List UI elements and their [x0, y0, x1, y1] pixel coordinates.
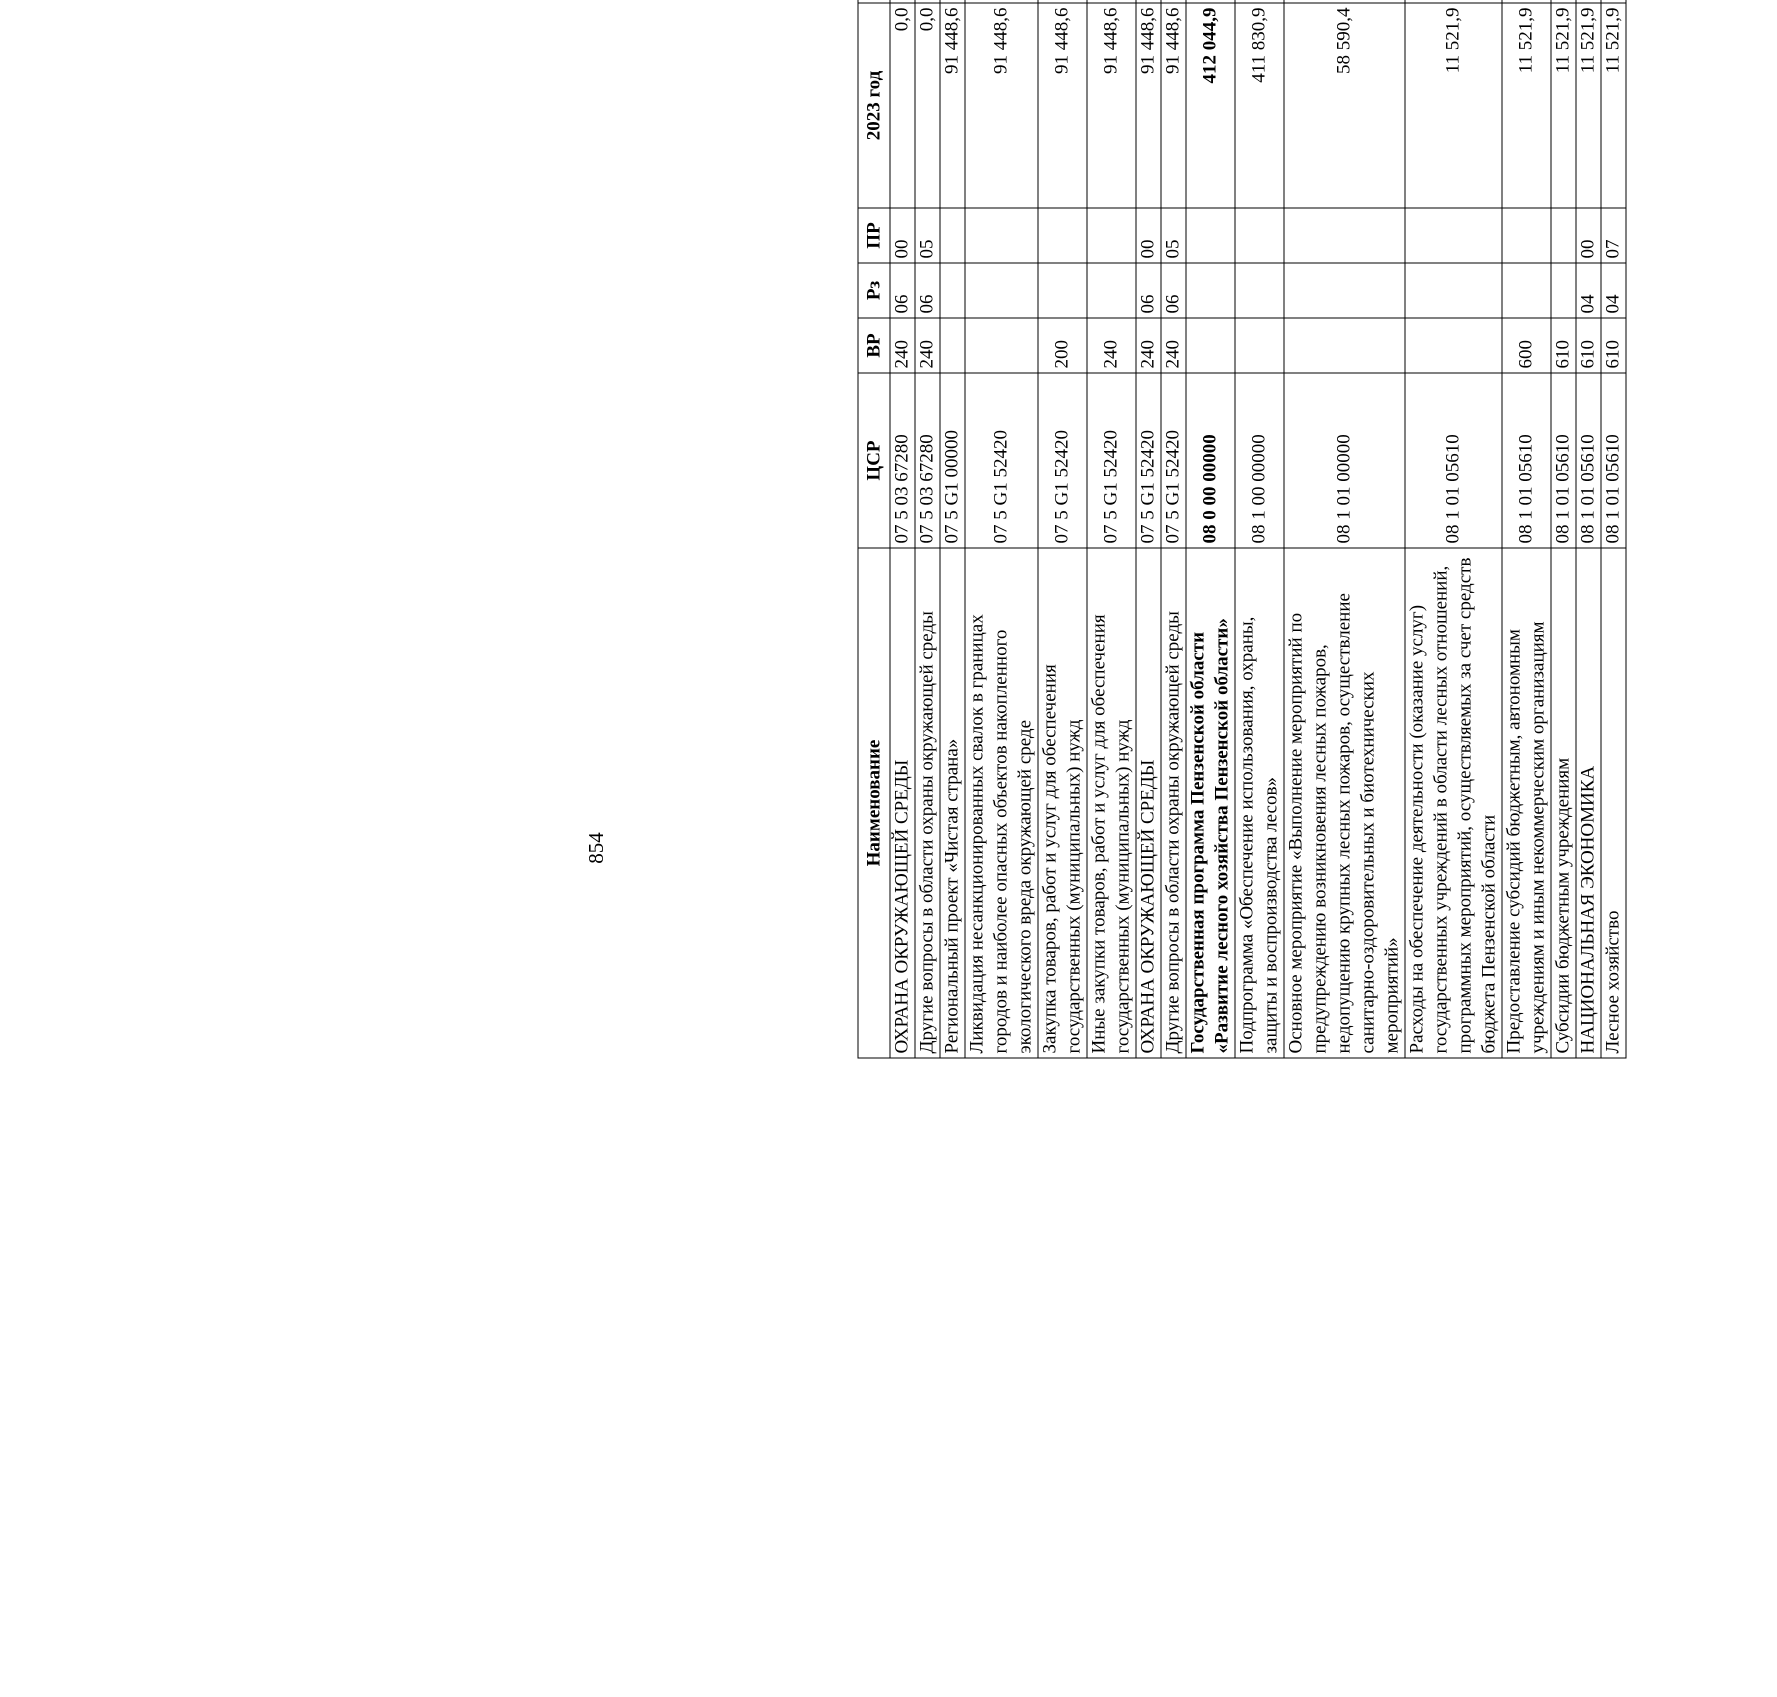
row-csr: 07 5 03 67280 — [890, 373, 915, 548]
row-rz: 06 — [1161, 263, 1186, 318]
row-rz: 06 — [890, 263, 915, 318]
header-2023: 2023 год — [858, 3, 890, 208]
row-2024 — [1284, 0, 1405, 3]
row-rz — [1284, 263, 1405, 318]
row-rz — [965, 263, 1038, 318]
row-2023: 91 448,6 — [1087, 3, 1136, 208]
row-2024 — [1576, 0, 1601, 3]
row-2023: 0,0 — [890, 3, 915, 208]
row-name: Иные закупки товаров, работ и услуг для обеспечения государственных (муниципальных) нужд — [1087, 548, 1136, 1058]
row-name: Закупка товаров, работ и услуг для обеспечения государственных (муниципальных) нужд — [1038, 548, 1087, 1058]
row-csr: 08 1 01 05610 — [1502, 373, 1551, 548]
header-pr: ПР — [858, 208, 890, 263]
row-2024 — [940, 0, 965, 3]
row-vr: 240 — [1136, 318, 1161, 373]
table-row — [1551, 0, 1576, 1058]
row-vr — [1284, 318, 1405, 373]
row-name: Подпрограмма «Обеспечение использования, охраны, защиты и воспроизводства лесов» — [1235, 548, 1284, 1058]
row-csr: 07 5 G1 52420 — [1087, 373, 1136, 548]
row-2023: 11 521,9 — [1601, 3, 1626, 208]
row-pr — [1405, 208, 1502, 263]
row-2023: 11 521,9 — [1502, 3, 1551, 208]
row-csr: 07 5 G1 52420 — [1136, 373, 1161, 548]
row-rz: 06 — [915, 263, 940, 318]
row-pr: 07 — [1601, 208, 1626, 263]
header-row — [858, 0, 890, 1058]
row-csr: 07 5 G1 52420 — [965, 373, 1038, 548]
row-2023: 11 521,9 — [1551, 3, 1576, 208]
row-2023: 91 448,6 — [1136, 3, 1161, 208]
row-pr: 00 — [1136, 208, 1161, 263]
rotated-table-wrapper — [857, 0, 1777, 1058]
row-pr — [1087, 208, 1136, 263]
row-2023: 58 590,4 — [1284, 3, 1405, 208]
row-2024 — [1601, 0, 1626, 3]
row-rz — [1502, 263, 1551, 318]
header-name: Наименование — [858, 548, 890, 1058]
row-name: Ликвидация несанкционированных свалок в границах городов и наиболее опасных объектов накопленного экологического вреда окружающей среде — [965, 548, 1038, 1058]
row-2024 — [1405, 0, 1502, 3]
row-rz: 06 — [1136, 263, 1161, 318]
row-vr — [940, 318, 965, 373]
row-pr: 05 — [1161, 208, 1186, 263]
row-pr — [1502, 208, 1551, 263]
header-2024 — [858, 0, 890, 3]
row-pr — [940, 208, 965, 263]
row-csr: 08 1 01 05610 — [1405, 373, 1502, 548]
row-name: Другие вопросы в области охраны окружающей среды — [1161, 548, 1186, 1058]
row-vr: 200 — [1038, 318, 1087, 373]
row-pr — [1551, 208, 1576, 263]
table-row — [1087, 0, 1136, 1058]
table-row — [940, 0, 965, 1058]
row-2024 — [1186, 0, 1235, 3]
table-row — [1576, 0, 1601, 1058]
table-row-program — [1186, 0, 1235, 1058]
row-2023: 91 448,6 — [1161, 3, 1186, 208]
row-2024 — [890, 0, 915, 3]
table-row — [1136, 0, 1161, 1058]
header-csr: ЦСР — [858, 373, 890, 548]
row-name: Расходы на обеспечение деятельности (оказание услуг) государственных учреждений в области лесных отношений, программных мероприятий, осуществляемых за счет средств бюджета Пензенской области — [1405, 548, 1502, 1058]
row-name: ОХРАНА ОКРУЖАЮЩЕЙ СРЕДЫ — [1136, 548, 1161, 1058]
row-2024 — [965, 0, 1038, 3]
row-2024 — [1161, 0, 1186, 3]
row-name: ОХРАНА ОКРУЖАЮЩЕЙ СРЕДЫ — [890, 548, 915, 1058]
table-row — [1405, 0, 1502, 1058]
row-2023: 91 448,6 — [1038, 3, 1087, 208]
page-number: 854 — [584, 832, 608, 864]
row-2023: 412 044,9 — [1186, 3, 1235, 208]
row-name: Лесное хозяйство — [1601, 548, 1626, 1058]
row-name: Субсидии бюджетным учреждениям — [1551, 548, 1576, 1058]
row-vr: 240 — [1087, 318, 1136, 373]
row-pr: 05 — [915, 208, 940, 263]
row-vr — [1186, 318, 1235, 373]
row-rz: 04 — [1576, 263, 1601, 318]
table-row — [1284, 0, 1405, 1058]
row-2024 — [1502, 0, 1551, 3]
row-2024 — [1136, 0, 1161, 3]
table-row — [1161, 0, 1186, 1058]
row-2024 — [1038, 0, 1087, 3]
header-rz: Рз — [858, 263, 890, 318]
row-pr — [1235, 208, 1284, 263]
row-pr — [1186, 208, 1235, 263]
row-2023: 0,0 — [915, 3, 940, 208]
row-csr: 07 5 G1 00000 — [940, 373, 965, 548]
row-vr: 600 — [1502, 318, 1551, 373]
row-csr: 07 5 03 67280 — [915, 373, 940, 548]
row-pr: 00 — [890, 208, 915, 263]
row-vr: 610 — [1576, 318, 1601, 373]
row-vr: 240 — [890, 318, 915, 373]
table-row — [915, 0, 940, 1058]
row-name: НАЦИОНАЛЬНАЯ ЭКОНОМИКА — [1576, 548, 1601, 1058]
row-vr — [965, 318, 1038, 373]
table-row — [1601, 0, 1626, 1058]
row-vr: 240 — [1161, 318, 1186, 373]
row-rz — [1038, 263, 1087, 318]
row-rz — [1551, 263, 1576, 318]
row-rz — [940, 263, 965, 318]
row-vr: 610 — [1551, 318, 1576, 373]
row-rz: 04 — [1601, 263, 1626, 318]
table-row — [1502, 0, 1551, 1058]
row-name: Предоставление субсидий бюджетным, автономным учреждениям и иным некоммерческим организациям — [1502, 548, 1551, 1058]
table-row — [890, 0, 915, 1058]
row-rz — [1186, 263, 1235, 318]
budget-table — [857, 0, 1626, 1058]
row-2023: 91 448,6 — [965, 3, 1038, 208]
row-pr — [965, 208, 1038, 263]
row-name: Основное мероприятие «Выполнение мероприятий по предупреждению возникновения лесных пожаров, недопущению крупных лесных пожаров, осуществление санитарно-оздоровительных и биотехнических мероприятий» — [1284, 548, 1405, 1058]
row-csr: 08 0 00 00000 — [1186, 373, 1235, 548]
row-csr: 08 1 01 05610 — [1576, 373, 1601, 548]
row-rz — [1235, 263, 1284, 318]
row-vr: 240 — [915, 318, 940, 373]
row-csr: 08 1 01 00000 — [1284, 373, 1405, 548]
row-csr: 08 1 01 05610 — [1601, 373, 1626, 548]
row-2023: 11 521,9 — [1576, 3, 1601, 208]
row-name: Другие вопросы в области охраны окружающей среды — [915, 548, 940, 1058]
table-row — [965, 0, 1038, 1058]
row-2023: 11 521,9 — [1405, 3, 1502, 208]
row-2024 — [915, 0, 940, 3]
row-name: Региональный проект «Чистая страна» — [940, 548, 965, 1058]
row-csr: 07 5 G1 52420 — [1161, 373, 1186, 548]
row-csr: 08 1 01 05610 — [1551, 373, 1576, 548]
row-vr — [1405, 318, 1502, 373]
row-2023: 411 830,9 — [1235, 3, 1284, 208]
row-pr — [1038, 208, 1087, 263]
row-vr: 610 — [1601, 318, 1626, 373]
header-vr: ВР — [858, 318, 890, 373]
row-rz — [1087, 263, 1136, 318]
row-2024 — [1551, 0, 1576, 3]
row-rz — [1405, 263, 1502, 318]
row-2023: 91 448,6 — [940, 3, 965, 208]
row-pr: 00 — [1576, 208, 1601, 263]
row-2024 — [1087, 0, 1136, 3]
row-name: Государственная программа Пензенской области «Развитие лесного хозяйства Пензенской области» — [1186, 548, 1235, 1058]
row-csr: 07 5 G1 52420 — [1038, 373, 1087, 548]
row-2024 — [1235, 0, 1284, 3]
row-csr: 08 1 00 00000 — [1235, 373, 1284, 548]
row-pr — [1284, 208, 1405, 263]
table-row — [1235, 0, 1284, 1058]
table-row — [1038, 0, 1087, 1058]
row-vr — [1235, 318, 1284, 373]
